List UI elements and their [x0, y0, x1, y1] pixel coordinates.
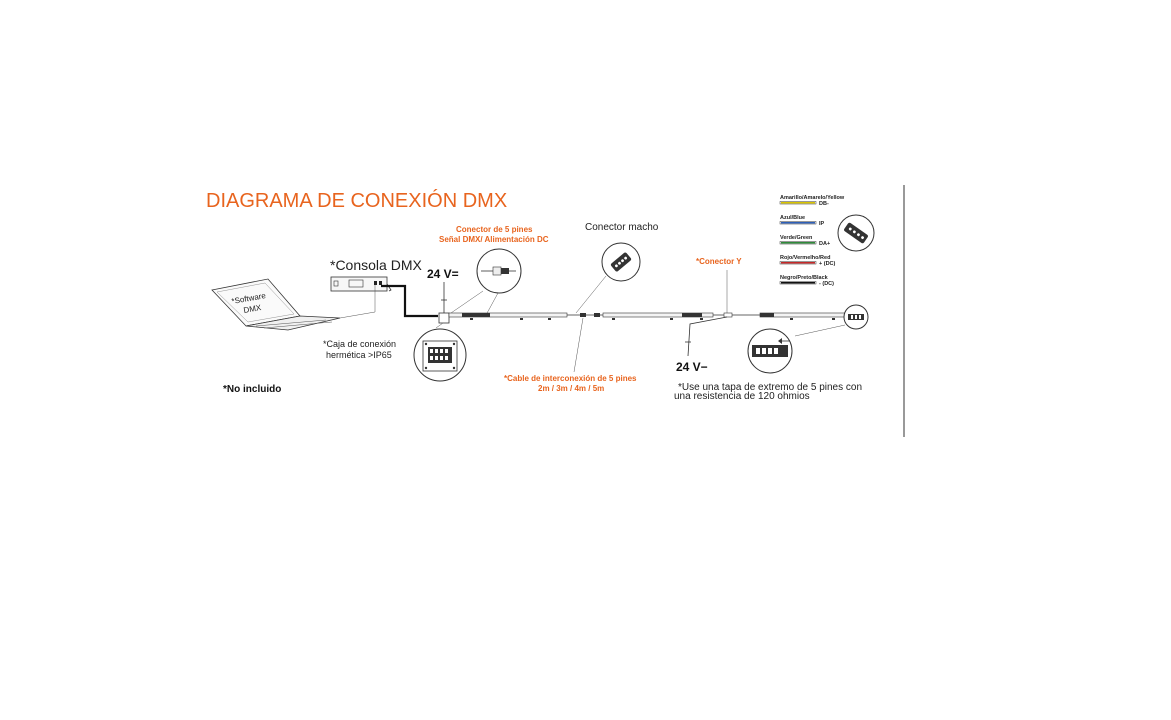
laptop-illustration — [212, 279, 340, 330]
legend-wire-signal: DA+ — [819, 241, 831, 247]
led-strip-segment-2 — [603, 313, 713, 320]
end-cap-detail — [795, 305, 868, 336]
led-strip-segment-3 — [760, 313, 846, 320]
dmx-console-device — [331, 277, 391, 291]
junction-box — [439, 313, 449, 323]
cable-label-1: *Cable de interconexión de 5 pines — [504, 374, 637, 383]
junction-box-detail — [414, 323, 466, 381]
legend-wire-name: Verde/Green — [780, 235, 813, 241]
cable-label-2: 2m / 3m / 4m / 5m — [538, 384, 605, 393]
legend-wire-signal: + (DC) — [819, 261, 836, 267]
legend-wire-signal: IP — [819, 221, 825, 227]
led-strip-segment-1 — [449, 313, 567, 320]
wire-legend — [780, 195, 845, 287]
console-label: *Consola DMX — [330, 257, 422, 273]
junction-box-label-1: *Caja de conexión — [323, 339, 397, 349]
legend-wire-color — [781, 242, 815, 244]
legend-connector-detail — [838, 215, 874, 251]
end-cap-note-1: *Use una tapa de extremo de 5 pines con — [678, 382, 863, 393]
voltage-right-label: 24 V− — [676, 360, 708, 374]
software-label-2: DMX — [242, 303, 262, 315]
connector-5pin-label-1: Conector de 5 pines — [456, 225, 533, 234]
legend-wire-name: Amarillo/Amarelo/Yellow — [780, 195, 845, 201]
end-cap-zoom — [748, 329, 792, 373]
legend-wire-name: Azul/Blue — [780, 215, 806, 221]
not-included-note: *No incluido — [223, 384, 282, 395]
end-cap-note-2: una resistencia de 120 ohmios — [674, 391, 810, 402]
junction-box-label-2: hermética >IP65 — [326, 350, 392, 360]
y-connector-label: *Conector Y — [696, 257, 742, 266]
male-connector-label: Conector macho — [585, 222, 659, 233]
interconnection-cable — [567, 313, 603, 372]
legend-wire-signal: - (DC) — [819, 281, 834, 287]
diagram-title: DIAGRAMA DE CONEXIÓN DMX — [206, 190, 508, 212]
male-connector-detail — [576, 243, 640, 313]
connector-5pin-detail — [451, 249, 521, 315]
software-label-1: *Software — [230, 291, 267, 306]
legend-wire-color — [781, 202, 815, 204]
legend-wire-color — [781, 262, 815, 264]
legend-wire-name: Rojo/Vermelho/Red — [780, 255, 831, 261]
legend-wire-name: Negro/Preto/Black — [780, 275, 828, 281]
voltage-left-label: 24 V= — [427, 267, 459, 281]
legend-wire-color — [781, 222, 815, 224]
legend-wire-signal: DB- — [819, 201, 829, 207]
connector-5pin-label-2: Señal DMX/ Alimentación DC — [439, 235, 549, 244]
legend-wire-color — [781, 282, 815, 284]
